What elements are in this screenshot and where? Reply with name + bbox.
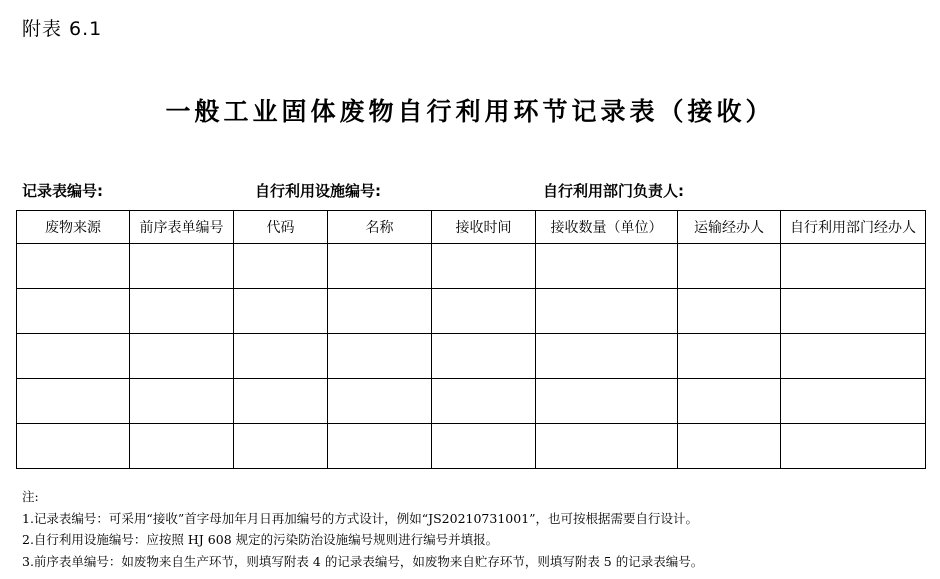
table-cell[interactable] xyxy=(234,289,328,334)
page-title: 一般工业固体废物自行利用环节记录表（接收） xyxy=(165,97,775,126)
table-cell[interactable] xyxy=(234,334,328,379)
record-table xyxy=(16,210,926,469)
table-header-row xyxy=(17,211,926,244)
table-cell[interactable] xyxy=(678,289,781,334)
table-cell[interactable] xyxy=(781,379,926,424)
table-cell[interactable] xyxy=(536,289,678,334)
table-cell[interactable] xyxy=(17,379,130,424)
table-cell[interactable] xyxy=(781,289,926,334)
table-cell[interactable] xyxy=(17,334,130,379)
table-cell[interactable] xyxy=(536,334,678,379)
column-header-receive-quantity: 接收数量（单位） xyxy=(536,211,678,244)
table-cell[interactable] xyxy=(432,289,536,334)
table-row xyxy=(17,334,926,379)
table-row xyxy=(17,379,926,424)
table-cell[interactable] xyxy=(781,334,926,379)
table-cell[interactable] xyxy=(678,424,781,469)
table-cell[interactable] xyxy=(17,289,130,334)
table-cell[interactable] xyxy=(328,379,432,424)
table-cell[interactable] xyxy=(432,244,536,289)
table-cell[interactable] xyxy=(328,334,432,379)
table-cell[interactable] xyxy=(130,424,234,469)
column-header-name: 名称 xyxy=(328,211,432,244)
facility-number-label: 自行利用设施编号: xyxy=(255,182,381,200)
note-item: 1.记录表编号：可采用“接收”首字母加年月日再加编号的方式设计，例如“JS20210731001”，也可按根据需要自行设计。 xyxy=(22,510,699,526)
column-header-transport-handler: 运输经办人 xyxy=(678,211,781,244)
appendix-label: 附表 6.1 xyxy=(22,18,103,40)
table-row xyxy=(17,244,926,289)
department-head-label: 自行利用部门负责人: xyxy=(543,182,684,200)
table-row xyxy=(17,289,926,334)
table-cell[interactable] xyxy=(678,244,781,289)
table-cell[interactable] xyxy=(17,244,130,289)
note-item: 3.前序表单编号：如废物来自生产环节，则填写附表 4 的记录表编号，如废物来自贮存环节，则填写附表 5 的记录表编号。 xyxy=(22,553,704,569)
table-cell[interactable] xyxy=(328,289,432,334)
column-header-dept-handler: 自行利用部门经办人 xyxy=(781,211,926,244)
table-cell[interactable] xyxy=(17,424,130,469)
table-cell[interactable] xyxy=(536,424,678,469)
table-cell[interactable] xyxy=(781,424,926,469)
table-cell[interactable] xyxy=(536,379,678,424)
note-item: 2.自行利用设施编号：应按照 HJ 608 规定的污染防治设施编号规则进行编号并填报。 xyxy=(22,532,499,547)
record-number-label: 记录表编号: xyxy=(22,182,103,200)
table-cell[interactable] xyxy=(432,379,536,424)
column-header-prior-form-no: 前序表单编号 xyxy=(130,211,234,244)
column-header-receive-time: 接收时间 xyxy=(432,211,536,244)
table-cell[interactable] xyxy=(328,244,432,289)
table-cell[interactable] xyxy=(130,379,234,424)
table-cell[interactable] xyxy=(432,424,536,469)
notes-heading: 注: xyxy=(22,489,39,504)
table-cell[interactable] xyxy=(130,244,234,289)
table-cell[interactable] xyxy=(130,289,234,334)
table-cell[interactable] xyxy=(234,424,328,469)
table-row xyxy=(17,424,926,469)
table-cell[interactable] xyxy=(678,334,781,379)
table-cell[interactable] xyxy=(328,424,432,469)
table-cell[interactable] xyxy=(678,379,781,424)
table-cell[interactable] xyxy=(234,244,328,289)
column-header-code: 代码 xyxy=(234,211,328,244)
table-cell[interactable] xyxy=(536,244,678,289)
table-cell[interactable] xyxy=(781,244,926,289)
table-cell[interactable] xyxy=(130,334,234,379)
table-cell[interactable] xyxy=(432,334,536,379)
column-header-waste-source: 废物来源 xyxy=(17,211,130,244)
notes-section xyxy=(22,486,703,572)
table-cell[interactable] xyxy=(234,379,328,424)
